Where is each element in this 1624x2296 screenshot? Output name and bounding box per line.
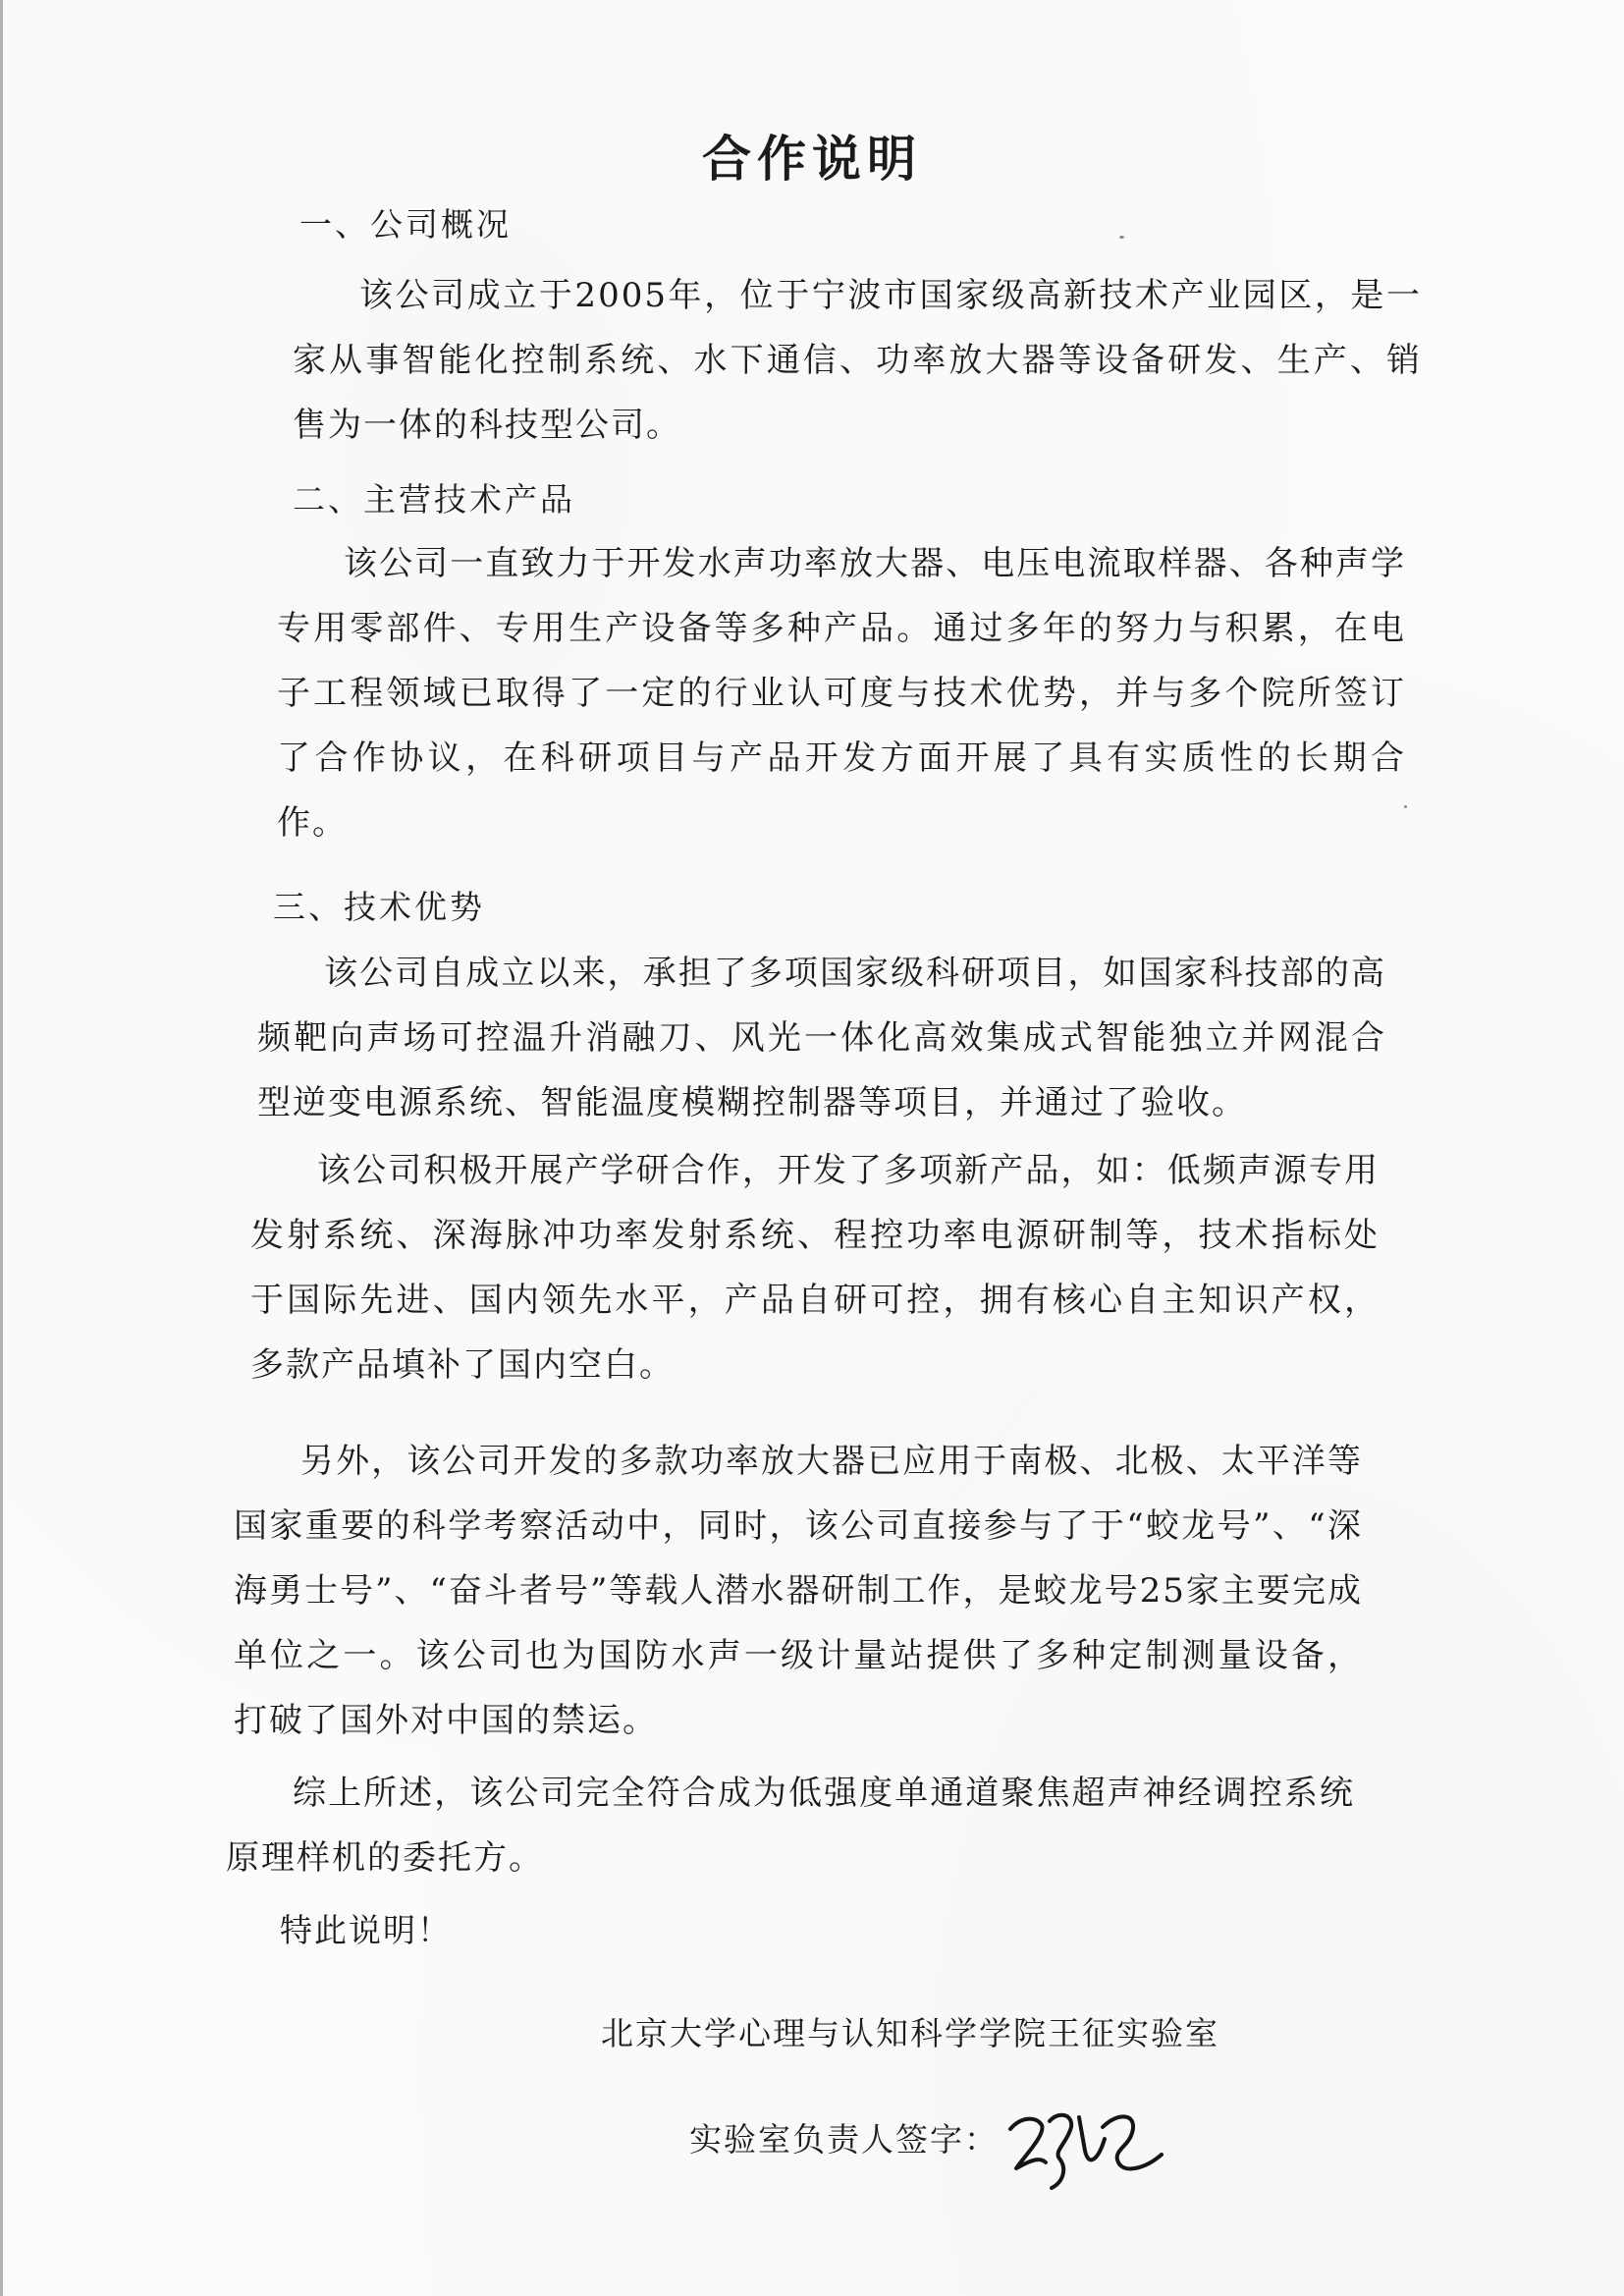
handwritten-signature (1002, 2100, 1169, 2193)
document-title: 合作说明 (702, 131, 922, 188)
section-3-paragraph-2: 该公司积极开展产学研合作，开发了多项新产品，如：低频声源专用发射系统、深海脉冲功率发射系统、程控功率电源研制等，技术指标处于国际先进、国内领先水平，产品自研可控，拥有核心自主知识产权，多款产品填补了国内空白。 (250, 1151, 1380, 1385)
scan-edge (0, 0, 3, 2296)
section-3-paragraph-1: 该公司自成立以来，承担了多项国家级科研项目，如国家科技部的高频靶向声场可控温升消融刀、风光一体化高效集成式智能独立并网混合型逆变电源系统、智能温度模糊控制器等项目，并通过了验收。 (257, 954, 1386, 1122)
signature-label: 实验室负责人签字： (689, 2120, 999, 2159)
closing-remark: 特此说明！ (280, 1911, 452, 1949)
lab-name: 北京大学心理与认知科学学院王征实验室 (601, 2014, 1219, 2052)
section-2-heading: 二、主营技术产品 (293, 480, 575, 519)
section-3-paragraph-3: 另外，该公司开发的多款功率放大器已应用于南极、北极、太平洋等国家重要的科学考察活动中，同时，该公司直接参与了于“蛟龙号”、“深海勇士号”、“奋斗者号”等载人潜水器研制工作，是蛟龙号25家主要完成单位之一。该公司也为国防水声一级计量站提供了多种定制测量设备，打破了国外对中国的禁运。 (234, 1442, 1363, 1740)
signature-row (689, 2082, 1327, 2193)
section-1-paragraph: 该公司成立于2005年，位于宁波市国家级高新技术产业园区，是一家从事智能化控制系统、水下通信、功率放大器等设备研发、生产、销售为一体的科技型公司。 (293, 276, 1422, 445)
scan-speck (1404, 805, 1407, 808)
section-3-heading: 三、技术优势 (273, 888, 485, 926)
conclusion-paragraph: 综上所述，该公司完全符合成为低强度单通道聚焦超声神经调控系统原理样机的委托方。 (226, 1774, 1355, 1878)
scan-speck (1119, 236, 1124, 239)
signature-block (601, 2008, 1327, 2193)
section-2-paragraph: 该公司一直致力于开发水声功率放大器、电压电流取样器、各种声学专用零部件、专用生产设备等多种产品。通过多年的努力与积累，在电子工程领域已取得了一定的行业认可度与技术优势，并与多个院所签订了合作协议，在科研项目与产品开发方面开展了具有实质性的长期合作。 (277, 544, 1406, 843)
section-1-heading: 一、公司概况 (299, 205, 512, 244)
